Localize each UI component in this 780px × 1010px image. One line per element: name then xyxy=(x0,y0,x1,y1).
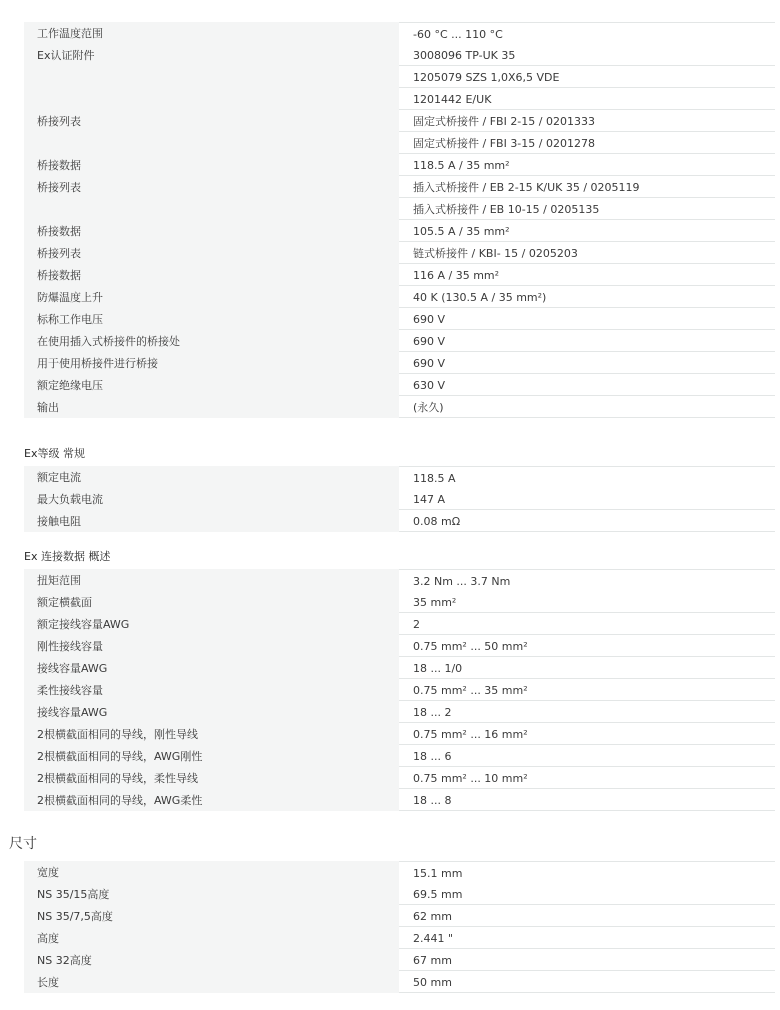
spec-label: 柔性接线容量 xyxy=(37,684,103,697)
spec-value: 35 mm² xyxy=(399,591,775,613)
spec-value: 67 mm xyxy=(399,949,775,971)
spec-value: 118.5 A xyxy=(399,466,775,489)
spec-row xyxy=(24,132,775,154)
spec-value: 62 mm xyxy=(399,905,775,927)
spec-row xyxy=(24,613,775,635)
spec-value: 0.75 mm² ... 10 mm² xyxy=(399,767,775,789)
spec-value: 105.5 A / 35 mm² xyxy=(399,220,775,242)
spec-value: 0.75 mm² ... 16 mm² xyxy=(399,723,775,745)
spec-row xyxy=(24,569,775,591)
spec-row xyxy=(24,789,775,811)
spec-row xyxy=(24,242,775,264)
spec-label: 桥接列表 xyxy=(37,115,81,128)
spec-row xyxy=(24,510,775,532)
spec-label: NS 32高度 xyxy=(37,954,92,967)
spec-value: 116 A / 35 mm² xyxy=(399,264,775,286)
spec-value: 2.441 " xyxy=(399,927,775,949)
section-heading-ex-general: Ex等级 常规 xyxy=(24,447,85,460)
spec-row xyxy=(24,352,775,374)
spec-row xyxy=(24,286,775,308)
ex-connection-table xyxy=(24,569,775,811)
spec-value: 固定式桥接件 / FBI 2-15 / 0201333 xyxy=(399,110,775,132)
spec-row xyxy=(24,679,775,701)
ex-general-table xyxy=(24,466,775,532)
spec-value: (永久) xyxy=(399,396,775,418)
spec-row xyxy=(24,374,775,396)
spec-value: 690 V xyxy=(399,308,775,330)
spec-value: 18 ... 8 xyxy=(399,789,775,811)
spec-label: 2根横截面相同的导线，刚性导线 xyxy=(37,728,198,741)
spec-label: 用于使用桥接件进行桥接 xyxy=(37,357,158,370)
spec-row xyxy=(24,883,775,905)
spec-value: 18 ... 1/0 xyxy=(399,657,775,679)
spec-value: 3008096 TP-UK 35 xyxy=(399,44,775,66)
spec-value: -60 °C ... 110 °C xyxy=(399,22,775,45)
spec-value: 固定式桥接件 / FBI 3-15 / 0201278 xyxy=(399,132,775,154)
spec-label: 桥接数据 xyxy=(37,225,81,238)
spec-value: 690 V xyxy=(399,352,775,374)
spec-row xyxy=(24,154,775,176)
spec-label: 2根横截面相同的导线，柔性导线 xyxy=(37,772,198,785)
spec-row xyxy=(24,66,775,88)
spec-row xyxy=(24,745,775,767)
spec-label: 扭矩范围 xyxy=(37,574,81,587)
spec-row xyxy=(24,701,775,723)
spec-value: 69.5 mm xyxy=(399,883,775,905)
spec-row xyxy=(24,308,775,330)
dimensions-table xyxy=(24,861,775,993)
spec-row xyxy=(24,44,775,66)
spec-value: 50 mm xyxy=(399,971,775,993)
spec-label: 2根横截面相同的导线，AWG柔性 xyxy=(37,794,203,807)
spec-label: 输出 xyxy=(37,401,59,414)
spec-label: 接线容量AWG xyxy=(37,706,108,719)
spec-label: 在使用插入式桥接件的桥接处 xyxy=(37,335,180,348)
spec-value: 690 V xyxy=(399,330,775,352)
spec-row xyxy=(24,264,775,286)
spec-row xyxy=(24,657,775,679)
spec-label: 2根横截面相同的导线，AWG刚性 xyxy=(37,750,203,763)
spec-value: 插入式桥接件 / EB 2-15 K/UK 35 / 0205119 xyxy=(399,176,775,198)
spec-value: 3.2 Nm ... 3.7 Nm xyxy=(399,569,775,592)
spec-label: 工作温度范围 xyxy=(37,27,103,40)
spec-row xyxy=(24,176,775,198)
spec-value: 2 xyxy=(399,613,775,635)
spec-value: 630 V xyxy=(399,374,775,396)
spec-label: 额定横截面 xyxy=(37,596,92,609)
spec-label: 桥接列表 xyxy=(37,247,81,260)
spec-label: 额定绝缘电压 xyxy=(37,379,103,392)
spec-value: 15.1 mm xyxy=(399,861,775,884)
spec-label: 接触电阻 xyxy=(37,515,81,528)
dimensions-heading: 尺寸 xyxy=(9,836,37,852)
spec-value: 0.75 mm² ... 50 mm² xyxy=(399,635,775,657)
spec-row xyxy=(24,905,775,927)
spec-label: 刚性接线容量 xyxy=(37,640,103,653)
spec-label: 接线容量AWG xyxy=(37,662,108,675)
section-heading-ex-connection: Ex 连接数据 概述 xyxy=(24,550,111,563)
spec-row xyxy=(24,22,775,44)
spec-row xyxy=(24,110,775,132)
spec-label: 宽度 xyxy=(37,866,59,879)
spec-row xyxy=(24,88,775,110)
spec-value: 147 A xyxy=(399,488,775,510)
spec-value: 1205079 SZS 1,0X6,5 VDE xyxy=(399,66,775,88)
spec-label: 桥接列表 xyxy=(37,181,81,194)
spec-label: NS 35/7,5高度 xyxy=(37,910,113,923)
spec-row xyxy=(24,396,775,418)
spec-label: 防爆温度上升 xyxy=(37,291,103,304)
spec-label: 桥接数据 xyxy=(37,269,81,282)
spec-label: Ex认证附件 xyxy=(37,49,95,62)
spec-label: 额定电流 xyxy=(37,471,81,484)
spec-row xyxy=(24,330,775,352)
spec-label: NS 35/15高度 xyxy=(37,888,110,901)
spec-value: 插入式桥接件 / EB 10-15 / 0205135 xyxy=(399,198,775,220)
spec-row xyxy=(24,591,775,613)
spec-row xyxy=(24,949,775,971)
spec-label: 桥接数据 xyxy=(37,159,81,172)
spec-row xyxy=(24,767,775,789)
spec-label: 额定接线容量AWG xyxy=(37,618,130,631)
spec-value: 0.08 mΩ xyxy=(399,510,775,532)
spec-row xyxy=(24,723,775,745)
spec-row xyxy=(24,861,775,883)
spec-value: 1201442 E/UK xyxy=(399,88,775,110)
spec-row xyxy=(24,466,775,488)
spec-row xyxy=(24,635,775,657)
spec-label: 高度 xyxy=(37,932,59,945)
spec-row xyxy=(24,488,775,510)
spec-value: 链式桥接件 / KBI- 15 / 0205203 xyxy=(399,242,775,264)
spec-row xyxy=(24,198,775,220)
spec-value: 18 ... 2 xyxy=(399,701,775,723)
spec-row xyxy=(24,971,775,993)
spec-value: 0.75 mm² ... 35 mm² xyxy=(399,679,775,701)
spec-row xyxy=(24,220,775,242)
spec-label: 标称工作电压 xyxy=(37,313,103,326)
ex-specs-table xyxy=(24,22,775,418)
spec-label: 最大负载电流 xyxy=(37,493,103,506)
spec-value: 18 ... 6 xyxy=(399,745,775,767)
spec-row xyxy=(24,927,775,949)
spec-label: 长度 xyxy=(37,976,59,989)
spec-value: 40 K (130.5 A / 35 mm²) xyxy=(399,286,775,308)
spec-value: 118.5 A / 35 mm² xyxy=(399,154,775,176)
